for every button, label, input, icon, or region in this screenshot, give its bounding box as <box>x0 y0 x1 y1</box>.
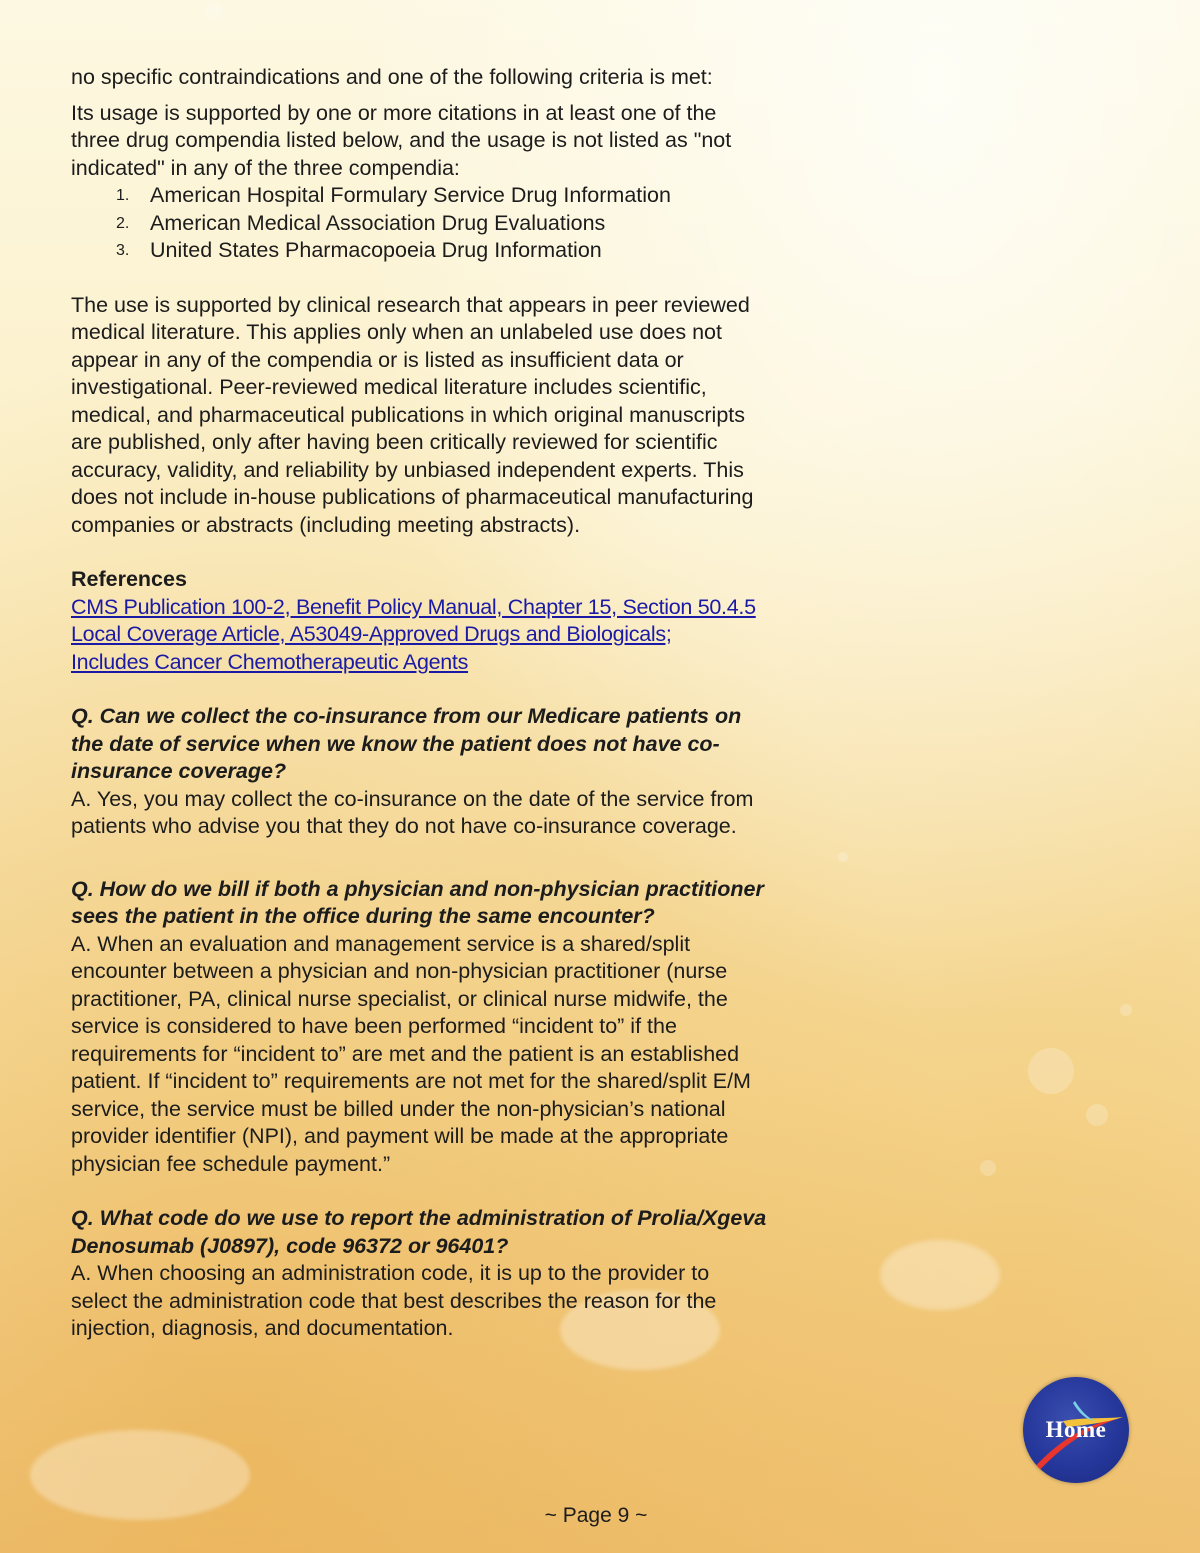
answer-administration-code: A. When choosing an administration code, it is up to the provider to select the administration code that best describes the reason for the injection, diagnosis, and documentation. <box>71 1261 717 1340</box>
question-shared-visit: Q. How do we bill if both a physician and non-physician practitioner sees the patient in the office during the same encounter? <box>71 876 764 928</box>
list-number: 1. <box>116 187 130 204</box>
list-number: 2. <box>116 214 130 232</box>
background-bubble <box>980 1160 996 1176</box>
research-paragraph: The use is supported by clinical research that appears in peer reviewed medical literature. This applies only when an unlabeled use does not appear in any of the compendia or is listed as insufficient data or investigational. Peer-reviewed medical literature includes scientific, medical, and pharmaceutical publications in which original manuscripts are published, only after having been critically reviewed for scientific accuracy, validity, and reliability by unbiased independent experts. This does not include in-house publications of pharmaceutical manufacturing companies or abstracts (including meeting abstracts). <box>71 292 754 537</box>
reference-link-cms-publication[interactable]: CMS Publication 100-2, Benefit Policy Manual, Chapter 15, Section 50.4.5 <box>71 594 756 619</box>
reference-link-cancer-agents[interactable]: Includes Cancer Chemotherapeutic Agents <box>71 649 469 674</box>
list-item-text: American Medical Association Drug Evaluations <box>150 210 606 235</box>
background-bubble <box>205 2 223 20</box>
home-button-label: Home <box>1045 1417 1107 1442</box>
list-item <box>116 210 771 238</box>
compendia-list <box>71 182 771 265</box>
reference-link-local-coverage-article[interactable]: Local Coverage Article, A53049-Approved Drugs and Biologicals; <box>71 622 672 646</box>
page-number: ~ Page 9 ~ <box>544 1504 648 1527</box>
question-coinsurance: Q. Can we collect the co-insurance from our Medicare patients on the date of service when we know the patient does not have co-insurance coverage? <box>71 704 742 783</box>
background-bubble <box>1028 1048 1074 1094</box>
intro-line: no specific contraindications and one of the following criteria is met: <box>71 65 713 89</box>
background-bubble <box>838 852 848 862</box>
background-bubble <box>1086 1104 1108 1126</box>
list-number: 3. <box>116 242 130 259</box>
question-administration-code: Q. What code do we use to report the administration of Prolia/Xgeva Denosumab (J0897), code 96372 or 96401? <box>71 1206 767 1258</box>
home-button[interactable] <box>1023 1377 1129 1483</box>
background-bubble <box>1120 1004 1132 1016</box>
list-item <box>116 182 771 210</box>
background-splat <box>880 1240 1000 1310</box>
list-item-text: American Hospital Formulary Service Drug Information <box>150 183 671 207</box>
list-item <box>116 237 771 265</box>
references-heading: References <box>71 567 187 591</box>
compendia-paragraph: Its usage is supported by one or more citations in at least one of the three drug compendia listed below, and the usage is not listed as "not indicated" in any of the three compendia: <box>71 100 732 180</box>
list-item-text: United States Pharmacopoeia Drug Information <box>150 238 602 262</box>
answer-shared-visit: A. When an evaluation and management service is a shared/split encounter between a physician and non-physician practitioner (nurse practitioner, PA, clinical nurse specialist, or clinical nurse midwife, the service is considered to have been performed “incident to” if the requirements for “incident to” are met and the patient is an established patient. If “incident to” requirements are not met for the shared/split E/M service, the service must be billed under the non-physician’s national provider identifier (NPI), and payment will be made at the appropriate physician fee schedule payment.” <box>71 931 751 1176</box>
answer-coinsurance: A. Yes, you may collect the co-insurance on the date of the service from patients who advise you that they do not have co-insurance coverage. <box>71 786 754 838</box>
page-body <box>71 64 771 1343</box>
